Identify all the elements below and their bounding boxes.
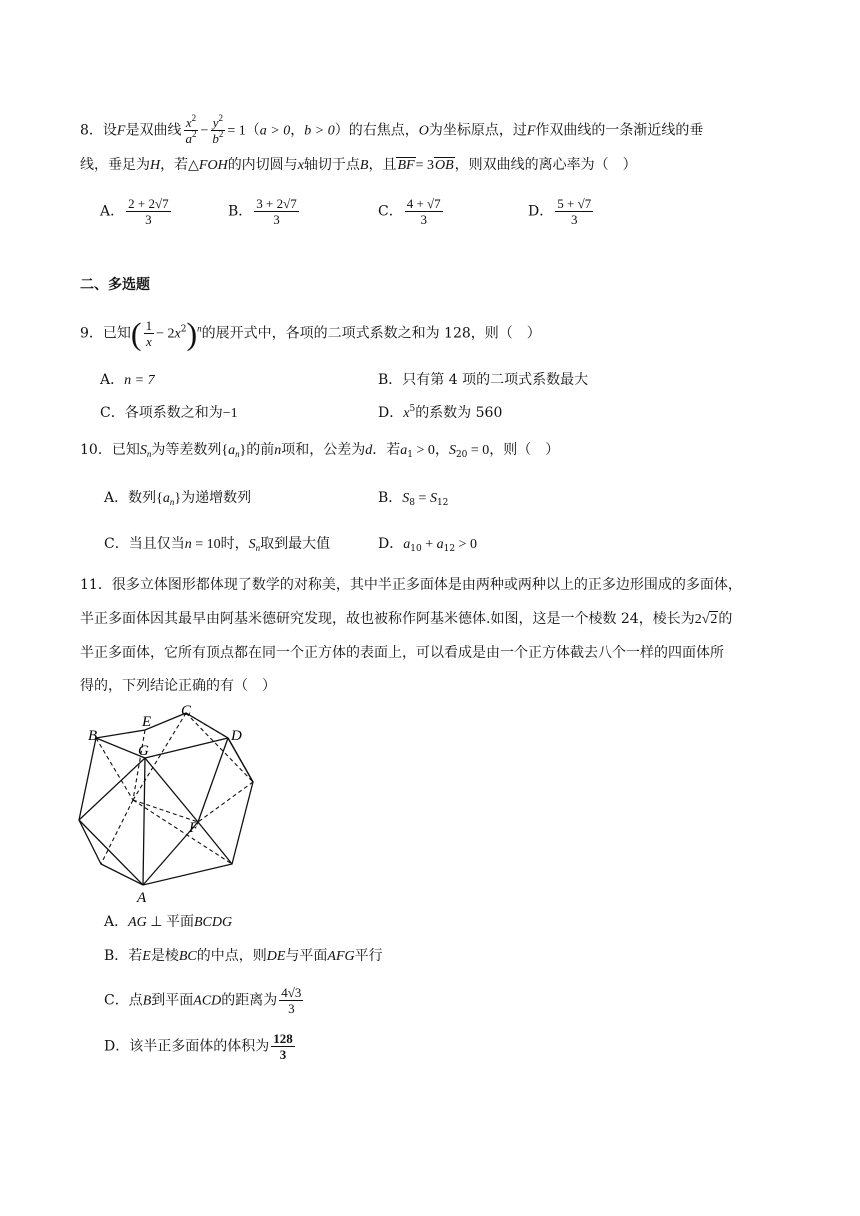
q9-option-d[interactable]: D．$x^5$的系数为 560	[378, 404, 503, 421]
q9-option-a[interactable]: A．n = 7	[100, 372, 155, 388]
vertex-label-e: E	[142, 714, 152, 730]
q10-option-c[interactable]: C．当且仅当n = 10时，$S_n$取到最大值	[104, 536, 331, 553]
q9-option-b[interactable]: B．只有第 4 项的二项式系数最大	[378, 372, 589, 388]
q9-option-c[interactable]: C．各项系数之和为−1	[100, 405, 238, 421]
vertex-label-a: A	[137, 890, 147, 906]
fraction-y2-b2: $\frac{y^2}{b^2}$	[212, 113, 224, 146]
section-title: 二、多选题	[80, 277, 150, 293]
vertex-label-b: B	[88, 728, 98, 744]
q11-option-b[interactable]: B．若E是棱BC的中点，则DE与平面AFG平行	[104, 948, 383, 964]
q11-line4: 得的，下列结论正确的有（ ）	[80, 678, 276, 694]
q10-option-d[interactable]: D．$a_{10} + a_{12} > 0$	[378, 536, 477, 554]
polyhedron-figure	[76, 700, 276, 906]
q8-option-a[interactable]: A． $\frac{2 + 2√7}{3}$	[100, 196, 169, 227]
q11-option-a[interactable]: A．AG ⊥ 平面BCDG	[104, 914, 233, 930]
q11-line1: 11．很多立体图形都体现了数学的对称美，其中半正多面体是由两种或两种以上的正多边形围成的多面体，	[80, 577, 742, 593]
q10-option-b[interactable]: B．$S_8 = S_{12}$	[378, 490, 449, 508]
fraction-x2-a2: $\frac{x^2}{a^2}$	[185, 113, 197, 146]
q8-option-d[interactable]: D． $\frac{5 + √7}{3}$	[528, 196, 592, 227]
q11-line2: 半正多面体因其最早由阿基米德研究发现，故也被称作阿基米德体.如图，这是一个棱数 24，棱长为2√2的	[80, 611, 733, 627]
q10-stem: 10．已知$S_n$为等差数列$\{a_n\}$的前n项和，公差为d．若$a_1 > 0$，$S_{20} = 0$，则（ ）	[80, 442, 560, 460]
q11-option-c[interactable]: C．点B到平面ACD的距离为 $\frac{4√3}{3}$	[104, 985, 302, 1016]
q10-option-a[interactable]: A．数列$\{a_n\}$为递增数列	[104, 490, 252, 507]
q8-option-c[interactable]: C． $\frac{4 + √7}{3}$	[378, 196, 441, 227]
vertex-label-d: D	[231, 728, 242, 744]
vertex-label-c: C	[181, 703, 192, 719]
q8-line2: 线，垂足为H，若△FOH的内切圆与x轴切于点B，且BF= 3OB，则双曲线的离心率为（ ）	[80, 157, 637, 173]
vertex-label-g: G	[138, 743, 149, 759]
q11-line3: 半正多面体，它所有顶点都在同一个正方体的表面上，可以看成是由一个正方体截去八个一样的四面体所	[80, 645, 724, 661]
vertex-label-f: F	[189, 820, 199, 836]
q9-stem: 9．已知( $\frac{1}{x}$ − $2x^2)^n$的展开式中，各项的二项式系数之和为 128，则（ ）	[80, 315, 541, 352]
q8-line1: 8．设F是双曲线 $\frac{x^2}{a^2}$ − $\frac{y^2}{b^2}$ = 1（a > 0，b > 0）的右焦点，O为坐标原点，过F作双曲线的一条渐近线的垂	[80, 113, 704, 146]
q11-option-d[interactable]: D．该半正多面体的体积为 $\frac{128}{3}$	[104, 1031, 293, 1062]
q8-option-b[interactable]: B． $\frac{3 + 2√7}{3}$	[228, 196, 297, 227]
